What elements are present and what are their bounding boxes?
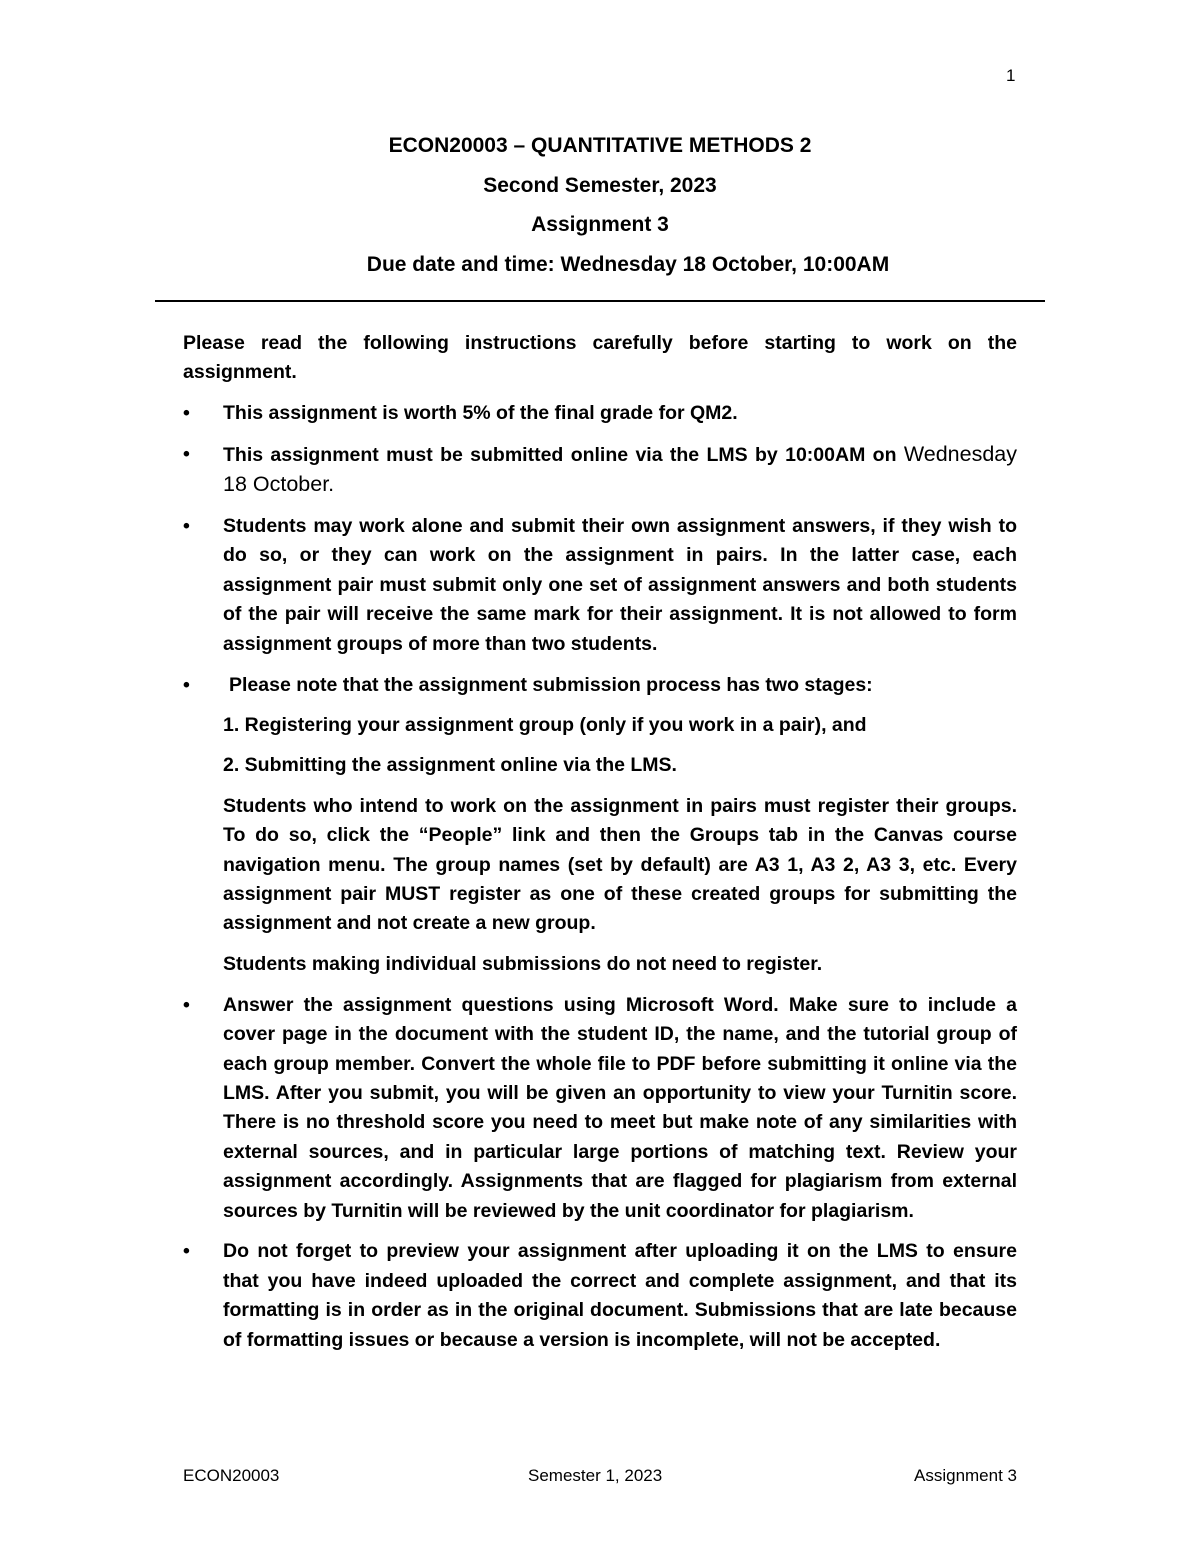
instructions-body	[183, 329, 1017, 1367]
submission-text: This assignment must be submitted online via the LMS by 10:00AM on	[223, 443, 897, 466]
preview-text: Do not forget to preview your assignment after uploading it on the LMS to ensure that you have indeed uploaded the correct and complete assignment, and that its formatting is in order as in the original document. Submissions that are late because of formatting issues or because a version is incomplete, will not be accepted.	[223, 1240, 1017, 1351]
instructions-list	[183, 399, 1017, 1355]
worth-text: This assignment is worth 5% of the final grade for QM2.	[223, 401, 738, 424]
semester-line: Second Semester, 2023	[483, 173, 717, 197]
course-title: ECON20003 – QUANTITATIVE METHODS 2	[388, 134, 812, 157]
individual-paragraph: Students making individual submissions do not need to register.	[223, 952, 823, 975]
intro-paragraph: Please read the following instructions carefully before starting to work on the assignment.	[183, 332, 1017, 384]
stages-intro: • Please note that the assignment submission process has two stages:	[229, 673, 873, 696]
footer-semester: Semester 1, 2023	[528, 1466, 663, 1485]
header-divider	[155, 300, 1045, 302]
submission-date: Wednesday 18 October.	[223, 441, 1017, 497]
stage-2: 2. Submitting the assignment online via the LMS.	[223, 754, 677, 777]
page-number: 1	[1006, 66, 1016, 85]
list-item-stages	[183, 671, 1017, 980]
footer-course-code: ECON20003	[183, 1466, 280, 1485]
list-item-preview	[183, 1237, 1017, 1355]
list-item-pairs	[183, 512, 1017, 659]
list-item-word	[183, 991, 1017, 1226]
assignment-title: Assignment 3	[531, 213, 669, 236]
footer-assignment: Assignment 3	[914, 1466, 1017, 1485]
page-footer	[183, 1466, 1017, 1490]
word-text: Answer the assignment questions using Microsoft Word. Make sure to include a cover page in the document with the student ID, the name, and the tutorial group of each group member. Convert the whole file to PDF before submitting it online via the LMS. After you submit, you will be given an opportunity to view your Turnitin score. There is no threshold score you need to meet but make note of any similarities with external sources, and in particular large portions of matching text. Review your assignment accordingly. Assignments that are flagged for plagiarism from external sources by Turnitin will be reviewed by the unit coordinator for plagiarism.	[223, 993, 1017, 1222]
list-item-submission	[183, 440, 1017, 501]
pairs-text: Students may work alone and submit their own assignment answers, if they wish to do so, or they can work on the assignment in pairs. In the latter case, each assignment pair must submit only one set of assignment answers and both students of the pair will receive the same mark for their assignment. It is not allowed to form assignment groups of more than two students.	[223, 515, 1017, 655]
due-date-line: Due date and time: Wednesday 18 October, 10:00AM	[366, 252, 890, 276]
document-title-block	[0, 132, 1200, 290]
register-paragraph: Students who intend to work on the assignment in pairs must register their groups. To do so, click the “People” link and then the Groups tab in the Canvas course navigation menu. The group names (set by default) are A3 1, A3 2, A3 3, etc. Every assignment pair MUST register as one of these created groups for submitting the assignment and not create a new group.	[223, 794, 1017, 935]
stage-1: 1. Registering your assignment group (only if you work in a pair), and	[223, 713, 867, 736]
list-item-worth	[183, 399, 1017, 428]
